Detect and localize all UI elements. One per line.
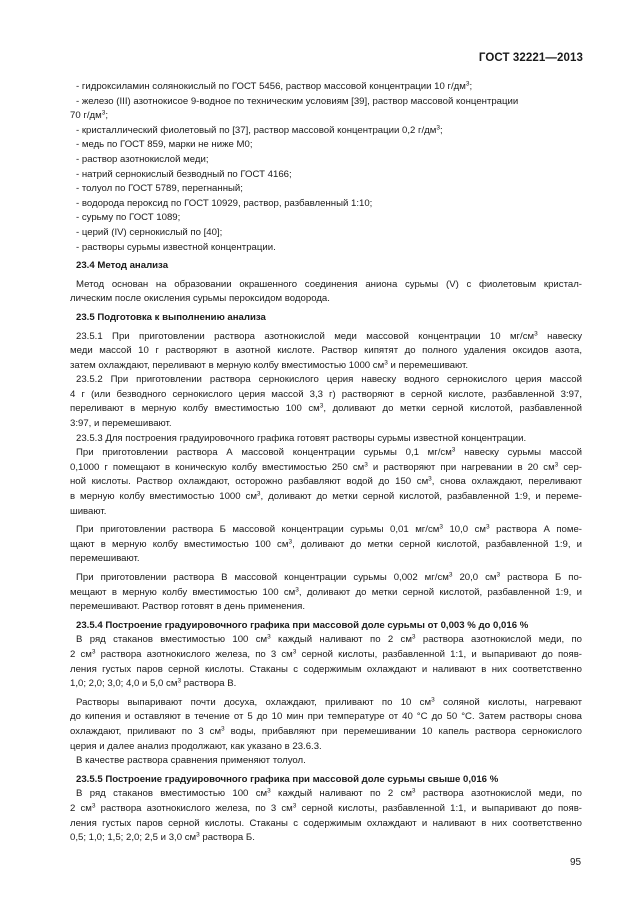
text-line: 0,5; 1,0; 1,5; 2,0; 2,5 и 3,0 $см^3$ раствора Б.	[70, 831, 255, 844]
text-line: Растворы выпаривают почти досуха, охлаждают, приливают по 10 $см^3$ соляной кислоты, нагревают	[76, 696, 582, 708]
text-line: - железо (III) азотнокисое 9-водное по техническим условиям [39], раствор массовой концентрации	[76, 95, 519, 107]
text-line: шивают.	[70, 505, 107, 517]
standard-header: ГОСТ 32221—2013	[478, 52, 583, 64]
text-line: - натрий сернокислый безводный по ГОСТ 4166;	[76, 168, 292, 180]
text-line: охлаждают, приливают по 3 $см^3$ воды, прибавляют при перемешивании 10 капель раствора сернокислого	[70, 725, 582, 737]
text-line: перемешивают. Раствор готовят в день применения.	[70, 601, 305, 613]
text-line: лическим после окисления сурьмы пероксидом водорода.	[70, 293, 330, 305]
text-line: - раствор азотнокислой меди;	[76, 153, 209, 165]
text-line: - растворы сурьмы известной концентрации.	[76, 241, 276, 253]
text-line: - гидроксиламин солянокислый по ГОСТ 5456, раствор массовой концентрации 10 $г/дм^3$;	[76, 80, 473, 92]
section-heading: 23.4 Метод анализа	[76, 260, 169, 272]
text-line: перемешивают.	[70, 553, 140, 565]
text-line: В качестве раствора сравнения применяют толуол.	[76, 755, 306, 767]
text-line: 23.5.3 Для построения градуировочного графика готовят растворы сурьмы известной концентрации.	[76, 432, 527, 444]
document-body	[70, 80, 582, 846]
section-heading: 23.5 Подготовка к выполнению анализа	[76, 311, 266, 323]
text-line: щают в мерную колбу вместимостью 100 $см^3$, доливают до метки серной кислотой, разбавленной 1:9, и	[70, 538, 582, 550]
text-line: - водорода пероксид по ГОСТ 10929, раствор, разбавленный 1:10;	[76, 197, 373, 209]
text-line: переливают в мерную колбу вместимостью 100 $см^3$, доливают до метки серной кислотой, разбавленной	[70, 402, 582, 415]
text-line: - сурьму по ГОСТ 1089;	[76, 212, 181, 224]
text-line: 2 $см^3$ раствора азотнокислого железа, по 3 $см^3$ серной кислоты, разбавленной 1:1, и выпаривают до появ-	[70, 648, 582, 660]
text-line: - церий (IV) сернокислый по [40];	[76, 226, 223, 238]
text-line: 1,0; 2,0; 3,0; 4,0 и 5,0 $см^3$ раствора В.	[70, 677, 237, 690]
section-heading: 23.5.4 Построение градуировочного графика при массовой доле сурьмы от 0,003 % до 0,016 %	[76, 619, 529, 631]
page-number: 95	[570, 857, 582, 868]
text-line: В ряд стаканов вместимостью 100 $см^3$ каждый наливают по 2 $см^3$ раствора азотнокислой меди, по	[76, 787, 582, 800]
text-line: 4 г (или безводного сернокислого церия массой 3,3 г) растворяют в серной кислоте, разбавленной 3:97,	[70, 388, 582, 400]
text-line: - медь по ГОСТ 859, марки не ниже М0;	[76, 139, 253, 151]
text-line: - кристаллический фиолетовый по [37], раствор массовой концентрации 0,2 $г/дм^3$;	[76, 124, 443, 136]
text-line: - толуол по ГОСТ 5789, перегнанный;	[76, 183, 243, 195]
text-line: меди массой 10 г растворяют в азотной кислоте. Раствор кипятят до полного удаления оксидов азота,	[70, 345, 582, 357]
text-line: затем охлаждают, переливают в мерную колбу вместимостью 1000 $см^3$ и перемешивают.	[70, 359, 468, 371]
text-line: При приготовлении раствора А массовой концентрации сурьмы 0,1 $мг/см^3$ навеску сурьмы массой	[76, 446, 582, 459]
section-heading: 23.5.5 Построение градуировочного графика при массовой доле сурьмы свыше 0,016 %	[76, 773, 499, 785]
text-line: ления густых паров серной кислоты. Стаканы с содержимым охлаждают и наливают в них соответственно	[70, 663, 582, 675]
text-line: При приготовлении раствора В массовой концентрации сурьмы 0,002 $мг/см^3$ 20,0 $см^3$ раствора Б по-	[76, 571, 582, 583]
text-line: 2 $см^3$ раствора азотнокислого железа, по 3 $см^3$ серной кислоты, разбавленной 1:1, и выпаривают до появ-	[70, 802, 582, 814]
text-line: Метод основан на образовании окрашенного соединения аниона сурьмы (V) с фиолетовым кристал-	[76, 278, 582, 290]
text-line: При приготовлении раствора Б массовой концентрации сурьмы 0,01 $мг/см^3$ 10,0 $см^3$ раствора А поме-	[76, 523, 582, 536]
text-line: церия и далее анализ продолжают, как указано в 23.6.3.	[70, 740, 322, 752]
text-line: мещают в мерную колбу вместимостью 100 $см^3$, доливают до метки серной кислотой, разбавленной 1:9, и	[70, 586, 582, 598]
text-line: В ряд стаканов вместимостью 100 $см^3$ каждый наливают по 2 $см^3$ раствора азотнокислой меди, по	[76, 633, 582, 646]
text-line: ления густых паров серной кислоты. Стаканы с содержимым охлаждают и наливают в них соответственно	[70, 817, 582, 829]
text-line: 23.5.2 При приготовлении раствора сернокислого церия навеску водного сернокислого церия массой	[76, 374, 582, 386]
text-line: 0,1000 г помещают в коническую колбу вместимостью 250 $см^3$ и растворяют при нагревании в 20 $см^3$ сер-	[70, 461, 582, 473]
text-line: до кипения и оставляют в течение от 5 до 10 мин при температуре от 40 °С до 50 °С. Затем растворы снова	[70, 711, 582, 723]
text-line: 23.5.1 При приготовлении раствора азотнокислой меди массовой концентрации 10 $мг/см^3$ навеску	[76, 330, 582, 342]
text-line: 3:97, и перемешивают.	[70, 418, 172, 430]
text-line: в мерную колбу вместимостью 1000 $см^3$, доливают до метки серной кислотой, разбавленной 1:9, и переме-	[70, 490, 582, 503]
text-line: ной кислоты. Раствор охлаждают, осторожно разбавляют водой до 150 $см^3$, снова охлаждают, переливают	[70, 475, 583, 488]
text-line: 70 $г/дм^3$;	[70, 109, 108, 122]
